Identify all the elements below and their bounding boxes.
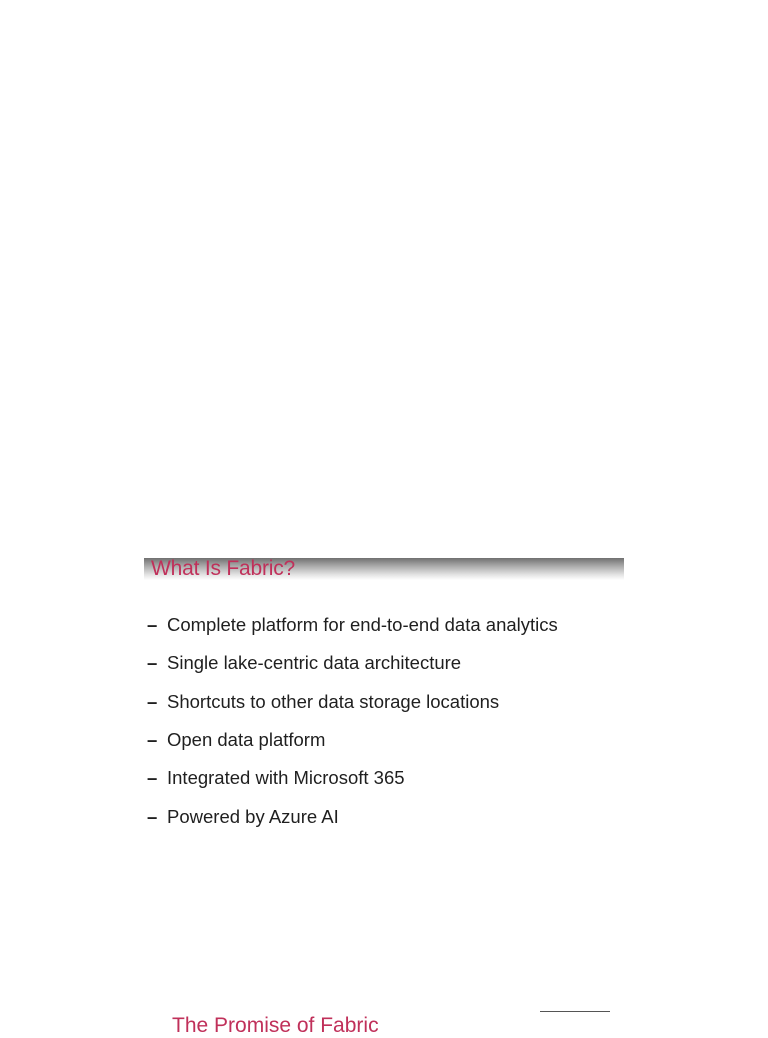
bullet-text: Shortcuts to other data storage locations bbox=[167, 690, 500, 712]
bullet-text: Powered by Azure AI bbox=[167, 805, 339, 827]
bullet-dash: – bbox=[147, 690, 158, 712]
list-item bbox=[147, 644, 558, 682]
bullet-dash: – bbox=[147, 805, 158, 827]
next-slide-title: The Promise of Fabric bbox=[172, 1014, 379, 1037]
bullet-dash: – bbox=[147, 767, 158, 789]
list-item bbox=[147, 683, 558, 721]
bullet-text: Integrated with Microsoft 365 bbox=[167, 767, 405, 789]
bullet-text: Single lake-centric data architecture bbox=[167, 652, 462, 674]
bullet-text: Open data platform bbox=[167, 729, 326, 751]
bullet-dash: – bbox=[147, 614, 158, 636]
list-item bbox=[147, 606, 558, 644]
list-item bbox=[147, 721, 558, 759]
bullet-dash: – bbox=[147, 652, 158, 674]
bullet-text: Complete platform for end-to-end data analytics bbox=[167, 614, 558, 636]
bullet-dash: – bbox=[147, 729, 158, 751]
divider-line bbox=[540, 1011, 610, 1012]
slide-title: What Is Fabric? bbox=[151, 557, 296, 580]
bullet-list bbox=[147, 606, 558, 836]
list-item bbox=[147, 797, 558, 835]
list-item bbox=[147, 759, 558, 797]
